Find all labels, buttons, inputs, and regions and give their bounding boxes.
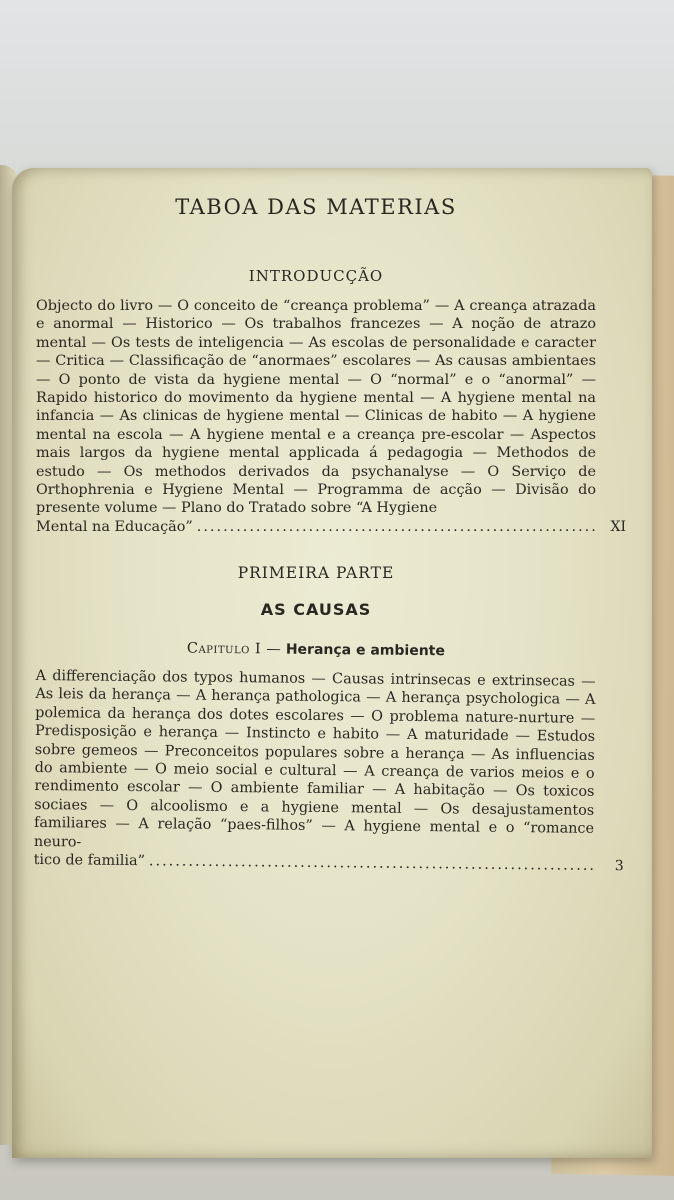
- table-of-contents: [33, 195, 626, 875]
- chapter-1-heading: [36, 639, 596, 661]
- chapter-1-label: Capitulo I —: [186, 640, 282, 658]
- introduction-text: Objecto do livro — O conceito de “creança problema” — A creança atrazada e anormal — Historico — Os trabalhos francezes — A noção de atrazo mental — Os tests de inteligencia — As escolas de personalidade e caracter — Critica — Classificação de “anormaes” escolares — As causas ambientaes — O ponto de vista da hygiene mental — O “normal” e o “anormal” — Rapido historico do movimento da hygiene mental — A hygiene mental na infancia — As clinicas de hygiene mental — Clinicas de habito — A hygiene mental na escola — A hygiene mental e a creança pre-escolar — Aspectos mais largos da hygiene mental applicada á pedagogia — Methodos de estudo — Os methodos derivados da psychanalyse — O Serviço de Orthophrenia e Hygiene Mental — Programma de acção — Divisão do presente volume — Plano do Tratado sobre “A Hygiene: [36, 298, 596, 517]
- chapter-1-page-number: 3: [614, 858, 624, 875]
- chapter-1-block: [33, 639, 624, 875]
- part-heading: PRIMEIRA PARTE: [237, 564, 395, 583]
- introduction-last-line: Mental na Educação”: [36, 518, 193, 535]
- chapter-1-entry: [33, 667, 624, 875]
- dot-leader: [197, 518, 596, 536]
- page-title: TABOA DAS MATERIAS: [175, 195, 457, 219]
- introduction-heading: INTRODUCÇÃO: [248, 267, 384, 285]
- chapter-1-title: Herança e ambiente: [285, 641, 445, 660]
- introduction-page-number: XI: [610, 518, 626, 535]
- introduction-leader: [36, 518, 596, 536]
- introduction-entry: [36, 297, 626, 536]
- chapter-1-text: A differenciação dos typos humanos — Causas intrinsecas e extrinsecas — As leis da herança — A herança pathologica — A herança psychologica — A polemica da herança dos dotes escolares — O problema nature-nurture — Predisposição e herança — Instincto e habito — A maturidade — Estudos sobre gemeos — Preconceitos populares sobre a herança — As influencias do ambiente — O meio social e cultural — A creança de varios meios e o rendimento escolar — O ambiente familiar — A habitação — Os toxicos sociaes — O alcoolismo e a hygiene mental — Os desajustamentos familiares — A relação “paes-filhos” — A hygiene mental e o “romance neuro-: [33, 668, 596, 851]
- part-subheading: AS CAUSAS: [260, 600, 372, 620]
- chapter-1-last-line: tico de familia”: [33, 852, 146, 870]
